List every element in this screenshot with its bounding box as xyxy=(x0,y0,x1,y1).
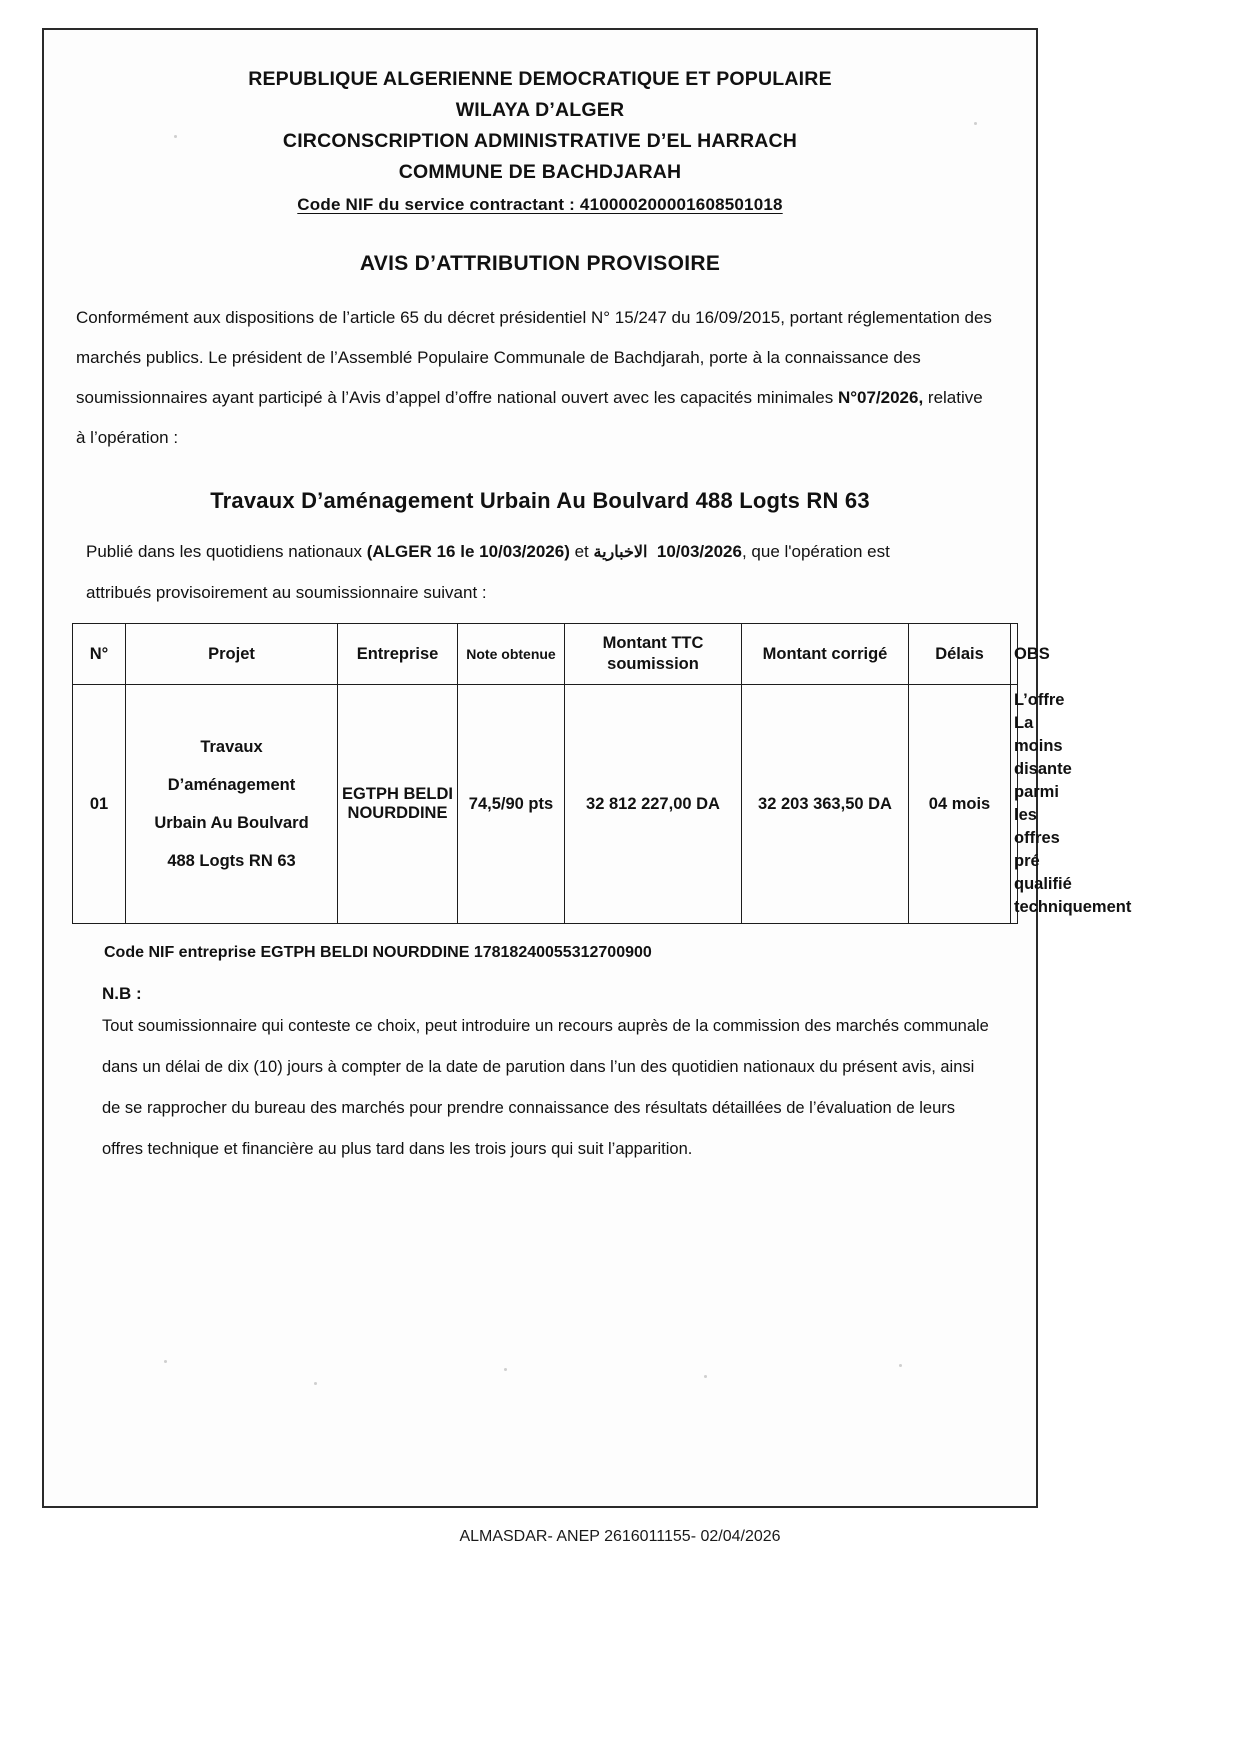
cell-projet-line3: Urbain Au Boulvard xyxy=(154,814,309,832)
cell-montant-corrige: 32 203 363,50 DA xyxy=(742,685,909,924)
header-republic: REPUBLIQUE ALGERIENNE DEMOCRATIQUE ET POPULAIRE xyxy=(248,68,832,90)
cell-delais: 04 mois xyxy=(909,685,1011,924)
column-header-projet: Projet xyxy=(126,624,338,685)
publication-info xyxy=(72,532,1008,613)
publication-line2: attribués provisoirement au soumissionnaire suivant : xyxy=(86,583,487,602)
column-header-montant-ttc xyxy=(565,624,742,685)
intro-text-part2: relative à l’opération : xyxy=(76,388,983,447)
publication-paper-arabic-date: 10/03/2026 xyxy=(656,542,742,561)
column-header-montant-corrige: Montant corrigé xyxy=(742,624,909,685)
nb-label: N.B : xyxy=(102,984,142,1003)
publication-prefix: Publié dans les quotidiens nationaux xyxy=(86,542,367,561)
cell-projet-line1: Travaux xyxy=(200,738,263,756)
document-page xyxy=(42,28,1132,1508)
cell-projet-line4: 488 Logts RN 63 xyxy=(167,852,296,870)
scan-speckle xyxy=(974,122,977,125)
scan-speckle xyxy=(504,1368,507,1371)
cell-projet-line2: D’aménagement xyxy=(167,776,296,794)
publication-paper-arabic: الاخبارية xyxy=(593,544,648,561)
nif-entreprise: Code NIF entreprise EGTPH BELDI NOURDDINE 17818240055312700900 xyxy=(104,944,652,961)
document-header xyxy=(72,64,1008,220)
scan-speckle xyxy=(164,1360,167,1363)
cell-entreprise-line2: NOURDDINE xyxy=(347,804,448,822)
publication-suffix: , que l'opération est xyxy=(741,542,890,561)
column-header-montant-ttc-line2: soumission xyxy=(607,655,699,673)
column-header-entreprise: Entreprise xyxy=(338,624,458,685)
cell-numero: 01 xyxy=(73,685,126,924)
scan-speckle xyxy=(704,1375,707,1378)
column-header-numero: N° xyxy=(73,624,126,685)
intro-avis-number: N°07/2026, xyxy=(837,388,924,407)
column-header-montant-ttc-line1: Montant TTC xyxy=(602,634,704,652)
header-circonscription: CIRCONSCRIPTION ADMINISTRATIVE D’EL HARRACH xyxy=(282,130,798,152)
cell-entreprise xyxy=(338,685,458,924)
column-header-delais: Délais xyxy=(909,624,1011,685)
publication-conjunction: et xyxy=(569,542,594,561)
attribution-table xyxy=(72,623,1132,924)
publication-paper-alger16: (ALGER 16 le 10/03/2026) xyxy=(366,542,570,561)
page-footer: ALMASDAR- ANEP 2616011155- 02/04/2026 xyxy=(459,1528,781,1545)
scan-speckle xyxy=(314,1382,317,1385)
header-nif-service: Code NIF du service contractant : 410000200001608501018 xyxy=(297,195,783,214)
column-header-note-obtenue: Note obtenue xyxy=(458,624,565,685)
intro-text-part1: Conformément aux dispositions de l’article 65 du décret présidentiel N° 15/247 du 16/09/2015, portant réglementation des marchés publics. Le président de l’Assemblé Populaire Communale de Bachdjarah, porte à la connaissance des soumissionnaires ayant participé à l’Avis d’appel d’offre national ouvert avec les capacités minimales xyxy=(76,308,992,407)
cell-note-obtenue: 74,5/90 pts xyxy=(458,685,565,924)
table-header-row xyxy=(73,624,1018,685)
cell-entreprise-line1: EGTPH BELDI xyxy=(342,785,453,803)
intro-paragraph xyxy=(72,298,1008,458)
cell-obs: L’offre La moins disante parmi les offres pré qualifié techniquement xyxy=(1011,685,1018,924)
operation-title: Travaux D’aménagement Urbain Au Boulvard 488 Logts RN 63 xyxy=(210,488,870,513)
page-title: AVIS D’ATTRIBUTION PROVISOIRE xyxy=(359,252,721,275)
cell-projet xyxy=(126,685,338,924)
table-row xyxy=(73,685,1018,924)
header-wilaya: WILAYA D’ALGER xyxy=(455,99,625,121)
scan-speckle xyxy=(899,1364,902,1367)
cell-montant-ttc: 32 812 227,00 DA xyxy=(565,685,742,924)
column-header-obs: OBS xyxy=(1011,624,1018,685)
header-commune: COMMUNE DE BACHDJARAH xyxy=(398,161,682,183)
nb-text: Tout soumissionnaire qui conteste ce choix, peut introduire un recours auprès de la commission des marchés communale dans un délai de dix (10) jours à compter de la date de parution dans l’un des quotidien nationaux du présent avis, ainsi de se rapprocher du bureau des marchés pour prendre connaissance des résultats détaillées de l’évaluation de leurs offres technique et financière au plus tard dans les trois jours qui suit l’apparition. xyxy=(102,1017,989,1158)
scan-speckle xyxy=(174,135,177,138)
